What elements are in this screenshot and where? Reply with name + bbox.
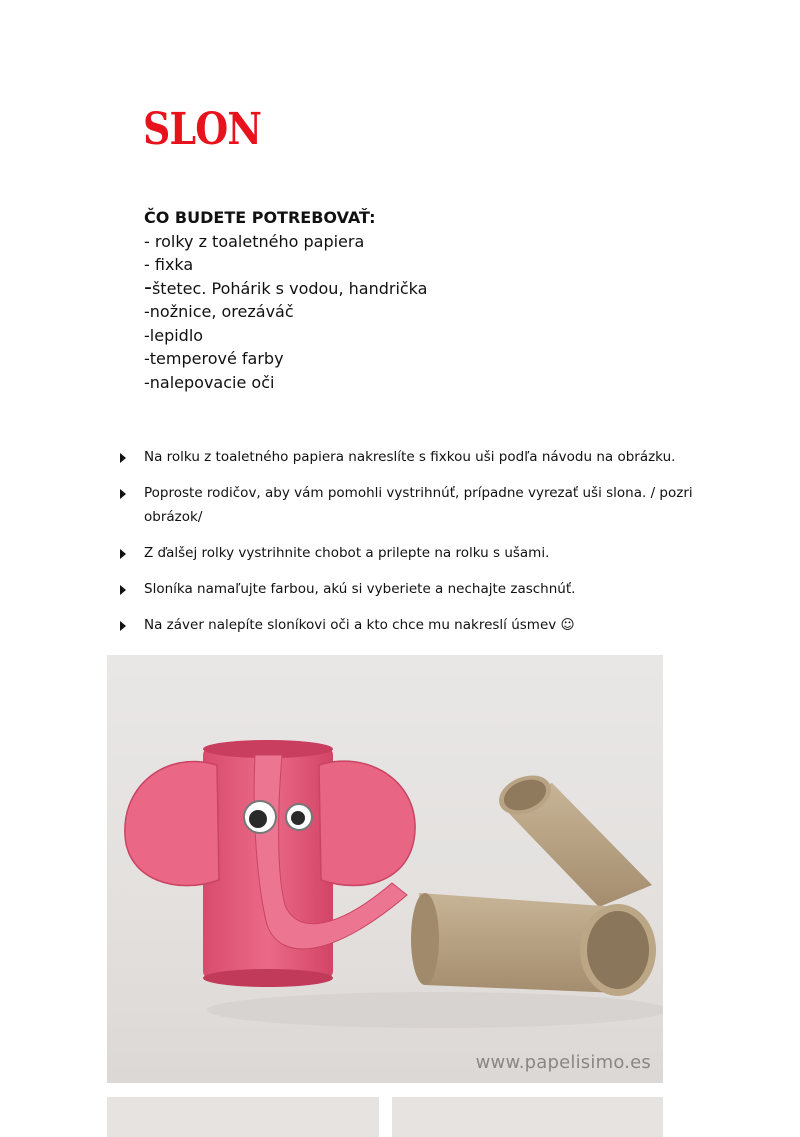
- material-item: [144, 274, 428, 301]
- steps-list: [118, 445, 698, 649]
- materials-heading: ČO BUDETE POTREBOVAŤ:: [144, 208, 376, 227]
- bullet-arrow-icon: [120, 489, 126, 499]
- step-item: [118, 445, 698, 469]
- page-title: SLON: [143, 104, 262, 155]
- cardboard-tube-front: [411, 893, 656, 996]
- material-dash: -: [144, 274, 152, 300]
- step-text: Na záver nalepíte sloníkovi oči a kto chce mu nakreslí úsmev ☺: [144, 617, 575, 633]
- next-photo-right: [392, 1097, 663, 1137]
- elephant-craft-photo: [107, 655, 663, 1083]
- material-item-text: štetec. Pohárik s vodou, handrička: [151, 278, 428, 298]
- material-item: -nalepovacie oči: [144, 372, 275, 392]
- step-item: [118, 613, 698, 637]
- material-item: -nožnice, orezáváč: [144, 302, 294, 321]
- material-item: - fixka: [144, 255, 194, 274]
- step-item: [118, 481, 698, 529]
- next-photo-left: [107, 1097, 379, 1137]
- photo-watermark: www.papelisimo.es: [475, 1052, 651, 1073]
- bullet-arrow-icon: [120, 549, 126, 559]
- material-item: -temperové farby: [144, 349, 284, 368]
- cardboard-tube-back: [493, 768, 652, 907]
- material-item: -lepidlo: [144, 325, 204, 345]
- step-item: [118, 541, 698, 565]
- pink-elephant: [125, 740, 415, 987]
- materials-section: [144, 206, 427, 394]
- bullet-arrow-icon: [120, 585, 126, 595]
- step-item: [118, 577, 698, 601]
- step-text: Sloníka namaľujte farbou, akú si vyberiete a nechajte zaschnúť.: [144, 581, 576, 597]
- step-text: Poproste rodičov, aby vám pomohli vystrihnúť, prípadne vyrezať uši slona. / pozri obrázok/: [144, 485, 693, 525]
- bullet-arrow-icon: [120, 453, 126, 463]
- step-text: Z ďalšej rolky vystrihnite chobot a prilepte na rolku s ušami.: [144, 545, 550, 561]
- bullet-arrow-icon: [120, 621, 126, 631]
- step-text: Na rolku z toaletného papiera nakreslíte s fixkou uši podľa návodu na obrázku.: [144, 449, 676, 465]
- material-item: - rolky z toaletného papiera: [144, 231, 365, 251]
- elephant-illustration: [107, 655, 663, 1083]
